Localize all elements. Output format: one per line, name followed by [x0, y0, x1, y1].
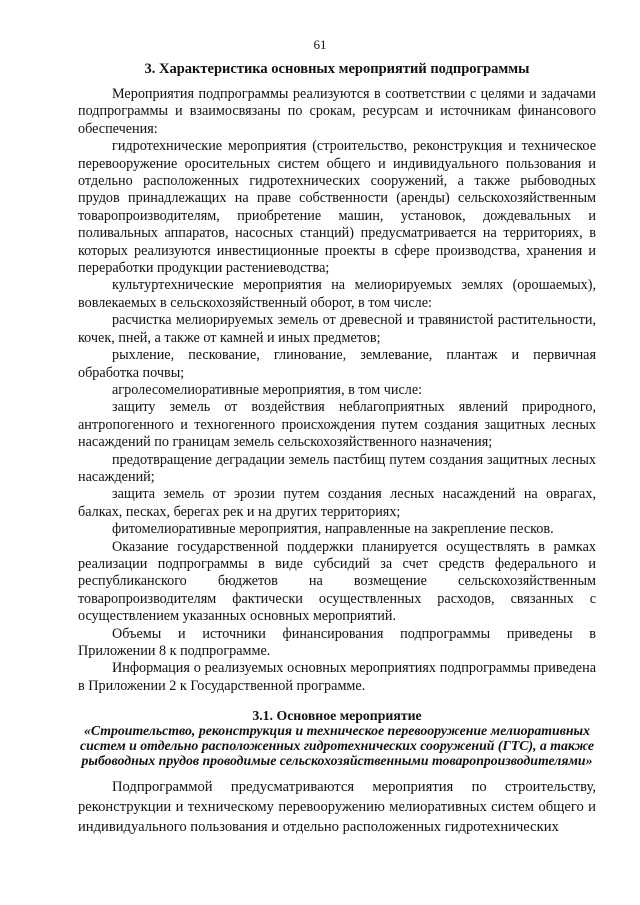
paragraph: гидротехнические мероприятия (строительство, реконструкция и техническое перевооружение оросительных систем общего и индивидуального пользования и отдельно расположенных гидротехнических сооружений, а также рыбоводных прудов принадлежащих на праве собственности (аренды) сельскохозяйственным товаропроизводителям, приобретение машин, установок, дождевальных и поливальных аппаратов, насосных станций) предусматривается на территориях, в которых реализуются инвестиционные проекты в сфере производства, хранения и переработки продукции растениеводства;: [78, 138, 596, 277]
paragraph: защиту земель от воздействия неблагоприятных явлений природного, антропогенного и техногенного происхождения путем создания защитных лесных насаждений по границам земель сельскохозяйственного назначения;: [78, 399, 596, 451]
paragraph: Информация о реализуемых основных мероприятиях подпрограммы приведена в Приложении 2 к Государственной программе.: [78, 660, 596, 694]
paragraph: Подпрограммой предусматриваются мероприятия по строительству, реконструкции и техническому перевооружению мелиоративных систем общего и индивидуального пользования и отдельно расположенных гидротехнических: [78, 779, 596, 835]
paragraph: расчистка мелиорируемых земель от древесной и травянистой растительности, кочек, пней, а также от камней и иных предметов;: [78, 312, 596, 346]
subsection-title: «Строительство, реконструкция и техническое перевооружение мелиоративных систем и отдельно расположенных гидротехнических сооружений (ГТС), а также рыбоводных прудов проводимые сельскохозяйственными товаропроизводителями»: [79, 723, 594, 768]
subsection-heading: [78, 709, 596, 768]
paragraph: культуртехнические мероприятия на мелиорируемых землях (орошаемых), вовлекаемых в сельскохозяйственный оборот, в том числе:: [78, 277, 596, 311]
subsection-number: 3.1. Основное мероприятие: [252, 708, 422, 724]
paragraph: фитомелиоративные мероприятия, направленные на закрепление песков.: [112, 521, 554, 538]
paragraph: агролесомелиоративные мероприятия, в том числе:: [112, 381, 423, 398]
page-number: 61: [313, 37, 327, 52]
paragraph: Оказание государственной поддержки планируется осуществлять в рамках реализации подпрограммы в виде субсидий за счет средств федерального и республиканского бюджетов на возмещение сельскохозяйственным товаропроизводителям фактически осуществленных расходов, связанных с осуществлением указанных основных мероприятий.: [78, 538, 596, 625]
section-heading: 3. Характеристика основных мероприятий подпрограммы: [144, 61, 530, 77]
paragraph: Объемы и источники финансирования подпрограммы приведены в Приложении 8 к подпрограмме.: [78, 625, 596, 659]
document-body: [78, 60, 596, 838]
paragraph: рыхление, пескование, глинование, землевание, плантаж и первичная обработка почвы;: [78, 347, 596, 381]
paragraph: Мероприятия подпрограммы реализуются в соответствии с целями и задачами подпрограммы и взаимосвязаны по срокам, ресурсам и источникам финансового обеспечения:: [78, 86, 596, 137]
paragraph: защита земель от эрозии путем создания лесных насаждений на оврагах, балках, песках, берегах рек и на других территориях;: [78, 486, 596, 520]
paragraph: предотвращение деградации земель пастбищ путем создания защитных лесных насаждений;: [78, 451, 596, 485]
